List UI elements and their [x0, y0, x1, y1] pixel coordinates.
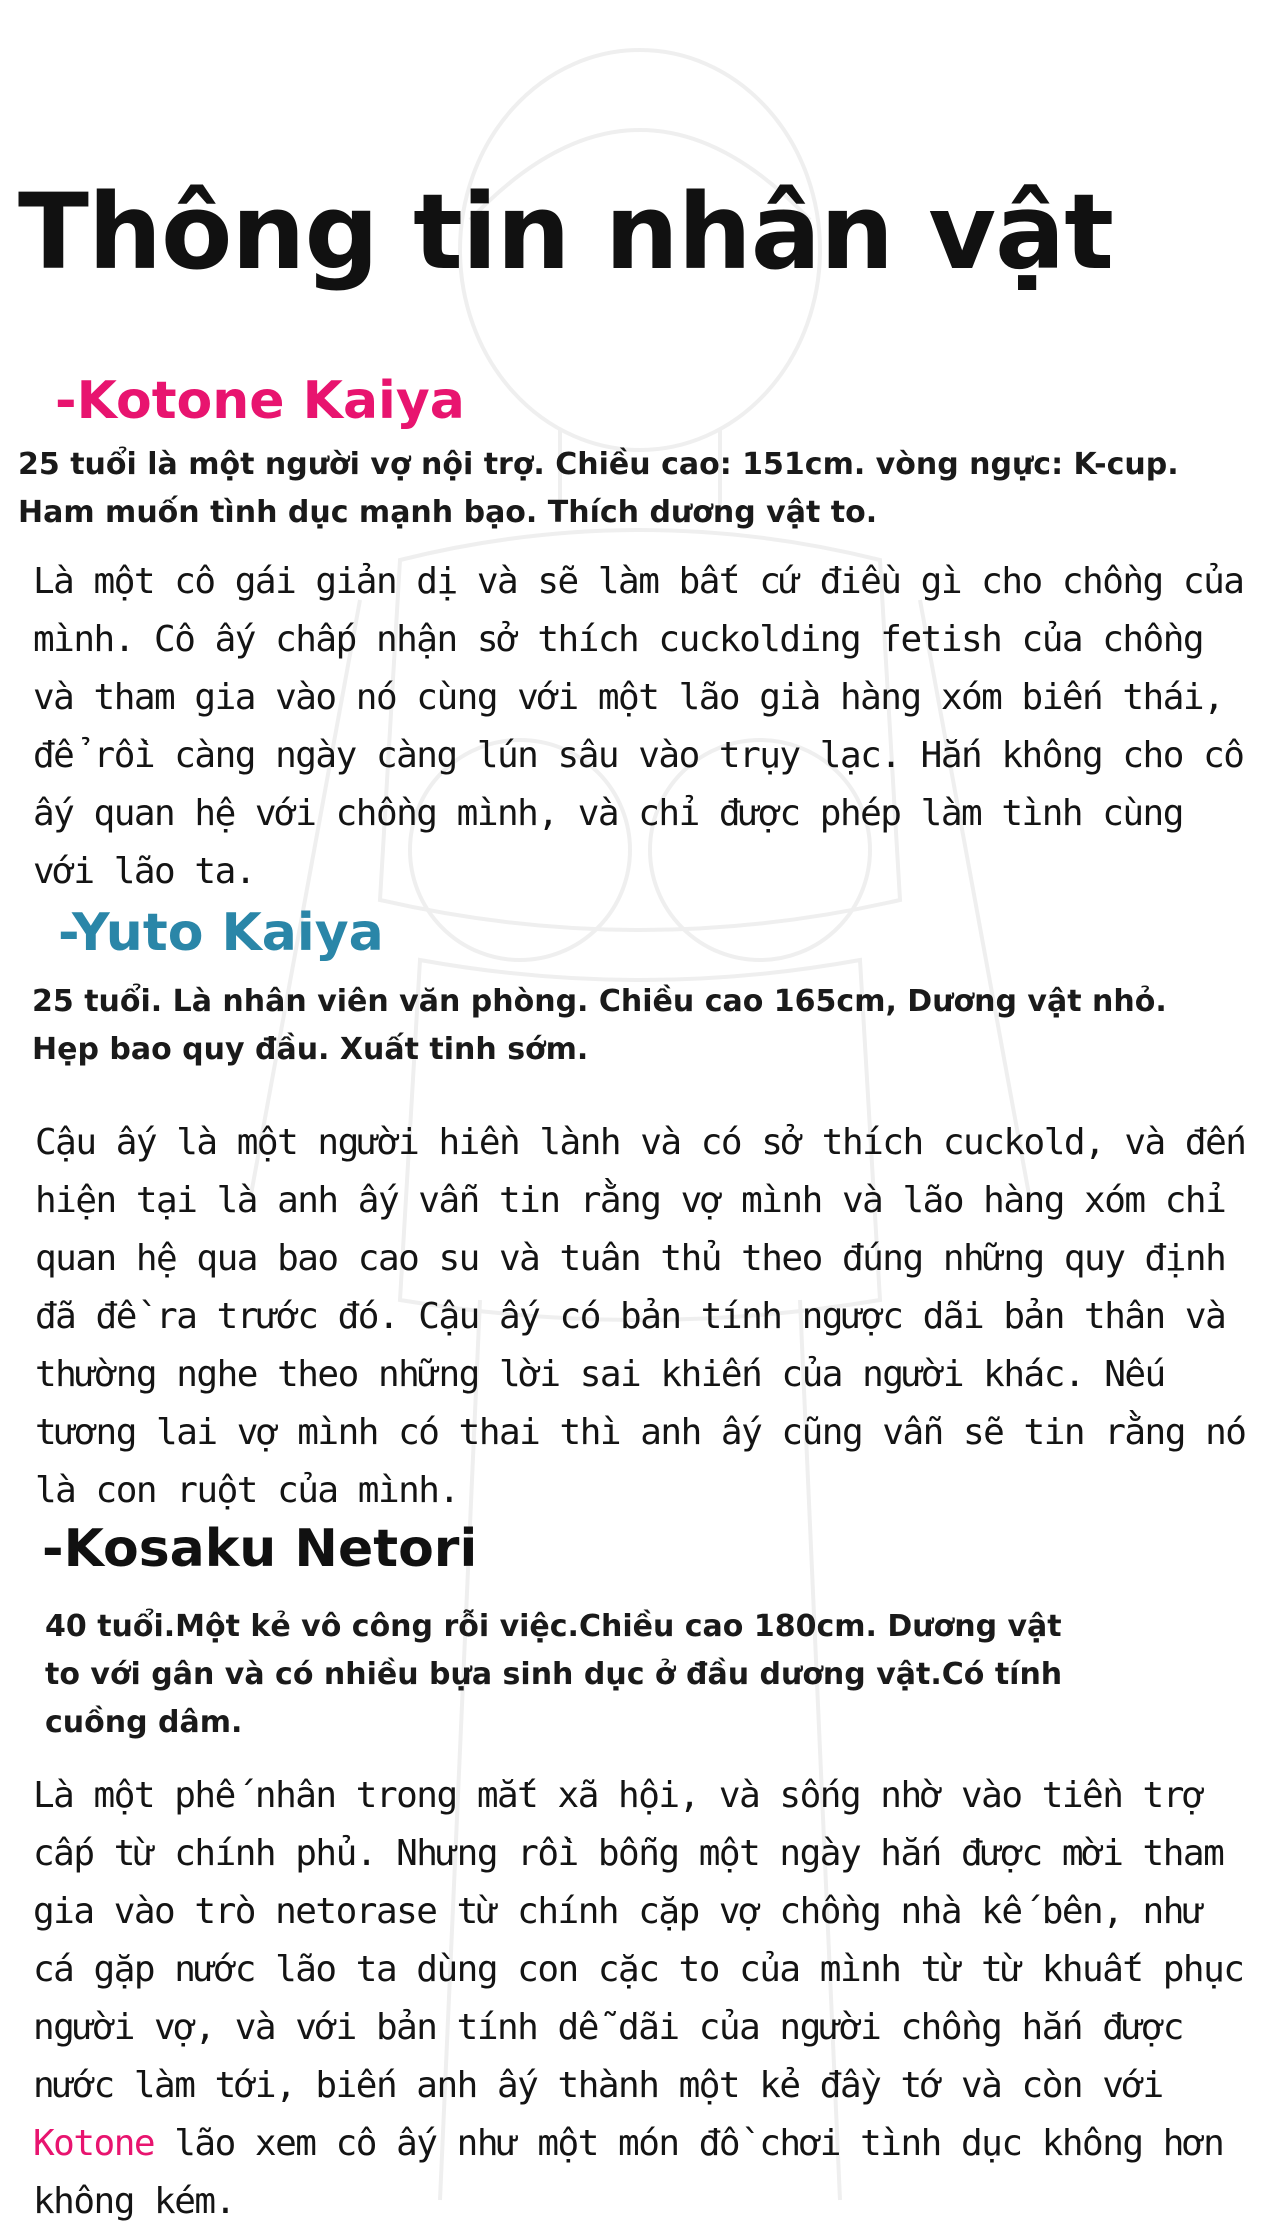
character-stats-yuto: 25 tuổi. Là nhân viên văn phòng. Chiều cao 165cm, Dương vật nhỏ. Hẹp bao quy đầu. Xuất tinh sớm. [32, 984, 1167, 1067]
character-description-kosaku [33, 1767, 1248, 2231]
character-stats-kosaku: 40 tuổi.Một kẻ vô công rỗi việc.Chiều cao 180cm. Dương vật to với gân và có nhiều bựa sinh dục ở đầu dương vật.Có tính cuồng dâm. [45, 1609, 1063, 1740]
character-stats-kotone: 25 tuổi là một người vợ nội trợ. Chiều cao: 151cm. vòng ngực: K-cup. Ham muốn tình dục mạnh bạo. Thích dương vật to. [18, 447, 1179, 530]
character-name-yuto: -Yuto Kaiya [58, 903, 384, 963]
page-title: Thông tin nhân vật [18, 171, 1113, 293]
description-text: Là một phế nhân trong mắt xã hội, và sống nhờ vào tiền trợ cấp từ chính phủ. Nhưng rồi bỗng một ngày hắn được mời tham gia vào trò netorase từ chính cặp vợ chồng nhà kế bên, như cá gặp nước lão ta dùng con cặc to của mình từ từ khuất phục người vợ, và với bản tính dễ dãi của người chồng hắn được nước làm tới, biến anh ấy thành một kẻ đầy tớ và còn với [33, 1775, 1244, 2106]
character-name-kotone: -Kotone Kaiya [55, 371, 465, 431]
description-text-end: lão xem cô ấy như một món đồ chơi tình dục không hơn không kém. [33, 2123, 1224, 2222]
character-description-kotone: Là một cô gái giản dị và sẽ làm bất cứ điều gì cho chồng của mình. Cô ấy chấp nhận sở thích cuckolding fetish của chồng và tham gia vào nó cùng với một lão già hàng xóm biến thái, để rồi càng ngày càng lún sâu vào trụy lạc. Hắn không cho cô ấy quan hệ với chồng mình, và chỉ được phép làm tình cùng với lão ta. [33, 561, 1244, 892]
character-name-kosaku: -Kosaku Netori [42, 1519, 478, 1579]
character-description-yuto: Cậu ấy là một người hiền lành và có sở thích cuckold, và đến hiện tại là anh ấy vẫn tin rằng vợ mình và lão hàng xóm chỉ quan hệ qua bao cao su và tuân thủ theo đúng những quy định đã đề ra trước đó. Cậu ấy có bản tính ngược dãi bản thân và thường nghe theo những lời sai khiến của người khác. Nếu tương lai vợ mình có thai thì anh ấy cũng vẫn sẽ tin rằng nó là con ruột của mình. [35, 1122, 1246, 1511]
highlighted-name-kotone: Kotone [33, 2123, 155, 2164]
